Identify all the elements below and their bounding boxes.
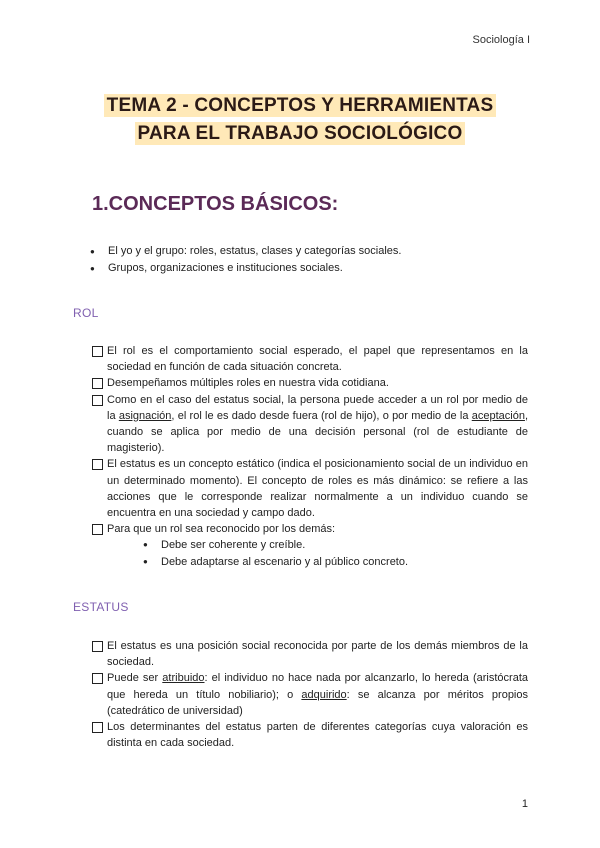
section-heading-estatus: ESTATUS [73, 600, 129, 614]
checkbox-icon[interactable] [92, 395, 103, 406]
checklist-item [92, 375, 528, 391]
estatus-checklist [92, 638, 528, 751]
sub-list-item: ● Debe adaptarse al escenario y al público concreto. [143, 554, 528, 570]
checklist-item [92, 638, 528, 670]
item-text-c: : se alcanza por méritos propios (catedrático de universidad) [107, 688, 528, 717]
page-number: 1 [521, 798, 528, 810]
item-text: Desempeñamos múltiples roles en nuestra vida cotidiana. [107, 377, 389, 390]
item-text-a: Puede ser [107, 672, 163, 685]
item-text-c: , cuando se aplica por medio de una decisión personal (rol de estudiante de magisterio). [107, 409, 529, 455]
checkbox-icon[interactable] [92, 346, 103, 357]
item-text: El estatus es un concepto estático (indica el posicionamiento social de un individuo en un determinado momento). El concepto de roles es más dinámico: se refiere a las acciones que le corresponde realizar normalmente a un individuo cuando se encuentra en una sociedad y campo dado. [107, 458, 528, 520]
checkbox-icon[interactable] [92, 641, 103, 652]
term-adquirido: adquirido [301, 688, 347, 701]
sub-list [107, 537, 528, 569]
title-line-2: PARA EL TRABAJO SOCIOLÓGICO [135, 122, 466, 145]
bullet-list [90, 243, 401, 277]
checkbox-icon[interactable] [92, 524, 103, 535]
page-title [0, 92, 600, 148]
checkbox-icon[interactable] [92, 459, 103, 470]
header-course: Sociología I [472, 34, 530, 46]
checklist-item [92, 456, 528, 521]
checklist-item [92, 521, 528, 570]
sub-list-item: ● Debe ser coherente y creíble. [143, 537, 528, 553]
list-item: ● Grupos, organizaciones e instituciones sociales. [90, 260, 401, 277]
item-text: Los determinantes del estatus parten de diferentes categorías cuya valoración es distinta en cada sociedad. [107, 721, 528, 750]
checklist-item [92, 670, 528, 719]
checkbox-icon[interactable] [92, 722, 103, 733]
term-atribuido: atribuido [162, 672, 205, 685]
term-aceptacion: aceptación [471, 409, 525, 422]
title-line-1: TEMA 2 - CONCEPTOS Y HERRAMIENTAS [104, 94, 497, 117]
section-heading-rol: ROL [73, 306, 99, 320]
item-text: El rol es el comportamiento social esperado, el papel que representamos en la sociedad en función de cada situación concreta. [107, 345, 528, 374]
item-text-a: Como en el caso del estatus social, la persona puede acceder a un rol por medio de la [107, 393, 528, 422]
checklist-item [92, 343, 528, 375]
item-text: El estatus es una posición social reconocida por parte de los demás miembros de la sociedad. [107, 640, 528, 669]
list-item: ● El yo y el grupo: roles, estatus, clases y categorías sociales. [90, 243, 401, 260]
checkbox-icon[interactable] [92, 673, 103, 684]
term-asignacion: asignación [118, 409, 172, 422]
checklist-item [92, 392, 528, 457]
section-heading-conceptos: 1.CONCEPTOS BÁSICOS: [92, 193, 339, 215]
checklist-item [92, 719, 528, 751]
item-text: Para que un rol sea reconocido por los demás: [107, 523, 336, 536]
checkbox-icon[interactable] [92, 378, 103, 389]
rol-checklist [92, 343, 528, 570]
item-text-b: : el individuo no hace nada por alcanzarlo, lo hereda (aristócrata que hereda un título nobiliario); o [107, 672, 528, 701]
item-text-b: , el rol le es dado desde fuera (rol de hijo), o por medio de la [171, 409, 472, 422]
